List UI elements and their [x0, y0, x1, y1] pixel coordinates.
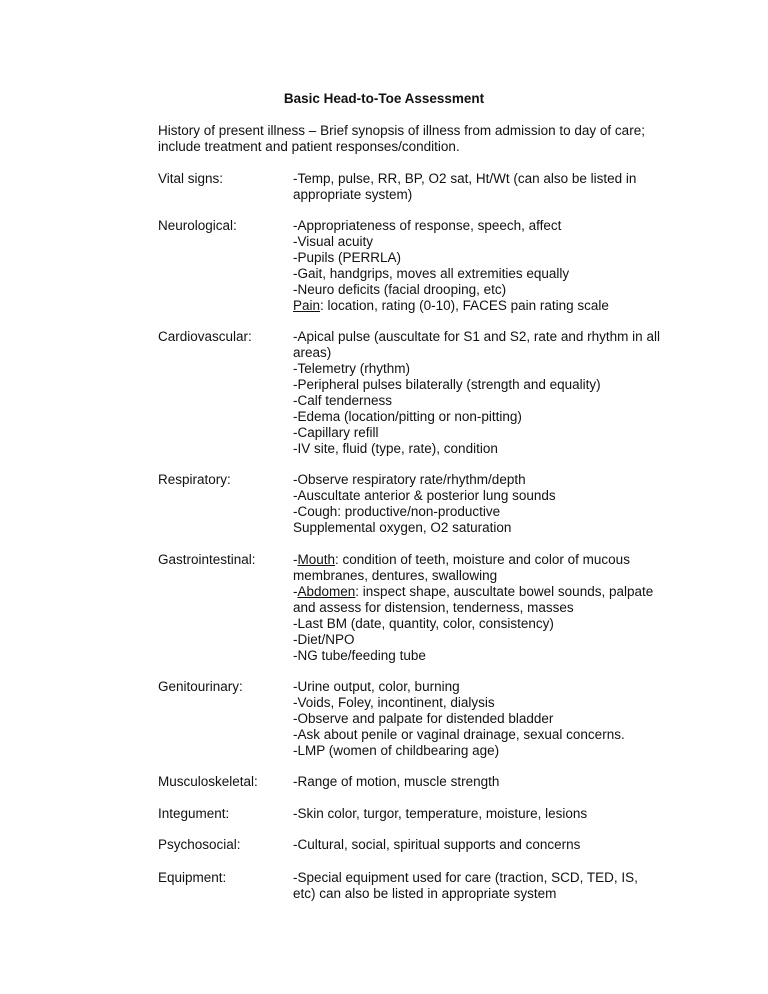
list-item: Supplemental oxygen, O2 saturation [293, 520, 512, 535]
list-item: -Ask about penile or vaginal drainage, sexual concerns. [293, 727, 625, 742]
list-item: -Calf tenderness [293, 393, 393, 408]
list-item: -Apical pulse (auscultate for S1 and S2, rate and rhythm in all areas) [293, 329, 660, 360]
list-item: -Observe and palpate for distended bladder [293, 711, 554, 726]
section-label: Cardiovascular: [158, 329, 252, 344]
list-item: -Diet/NPO [293, 632, 355, 647]
section-items [293, 552, 663, 664]
section-items [293, 171, 663, 203]
list-item: -Range of motion, muscle strength [293, 774, 500, 789]
list-item [293, 298, 663, 314]
list-item: -Neuro deficits (facial drooping, etc) [293, 282, 507, 297]
list-item: -Gait, handgrips, moves all extremities equally [293, 266, 570, 281]
section-items [293, 472, 663, 536]
pain-underlined: Pain [293, 298, 321, 313]
section-label: Vital signs: [158, 171, 224, 186]
list-item: -Voids, Foley, incontinent, dialysis [293, 695, 495, 710]
document-title: Basic Head-to-Toe Assessment [283, 91, 485, 106]
section-items [293, 679, 663, 759]
list-item: -Skin color, turgor, temperature, moisture, lesions [293, 806, 588, 821]
list-item: -Urine output, color, burning [293, 679, 460, 694]
list-item: -Capillary refill [293, 425, 379, 440]
section-label: Respiratory: [158, 472, 231, 487]
section-items [293, 329, 663, 457]
dash: - [293, 552, 298, 567]
list-item: -Telemetry (rhythm) [293, 361, 411, 376]
abdomen-detail: : inspect shape, auscultate bowel sounds, palpate and assess for distension, tenderness, masses [293, 584, 654, 615]
list-item: -Peripheral pulses bilaterally (strength and equality) [293, 377, 601, 392]
intro-paragraph: History of present illness – Brief synopsis of illness from admission to day of care; include treatment and patient responses/condition. [158, 123, 645, 154]
section-items [293, 837, 663, 853]
list-item: -Appropriateness of response, speech, affect [293, 218, 562, 233]
section-items [293, 774, 663, 790]
mouth-underlined: Mouth [297, 552, 336, 567]
list-item: -LMP (women of childbearing age) [293, 743, 500, 758]
section-label: Psychosocial: [158, 837, 241, 852]
section-items [293, 218, 663, 314]
list-item: -Visual acuity [293, 234, 374, 249]
section-label: Gastrointestinal: [158, 552, 256, 567]
list-item: -IV site, fluid (type, rate), condition [293, 441, 498, 456]
abdomen-underlined: Abdomen [297, 584, 356, 599]
section-label: Neurological: [158, 218, 237, 233]
list-item: -Pupils (PERRLA) [293, 250, 402, 265]
section-label: Integument: [158, 806, 230, 821]
section-items [293, 806, 663, 822]
list-item: -Observe respiratory rate/rhythm/depth [293, 472, 526, 487]
section-items [293, 870, 663, 902]
section-label: Genitourinary: [158, 679, 243, 694]
list-item: -Edema (location/pitting or non-pitting) [293, 409, 522, 424]
list-item: -Auscultate anterior & posterior lung sounds [293, 488, 556, 503]
mouth-detail: : condition of teeth, moisture and color of mucous membranes, dentures, swallowing [293, 552, 630, 583]
list-item: -Cough: productive/non-productive [293, 504, 501, 519]
dash: - [293, 584, 298, 599]
list-item: -Cultural, social, spiritual supports and concerns [293, 837, 581, 852]
list-item [293, 552, 663, 584]
section-label: Equipment: [158, 870, 227, 885]
list-item: -Temp, pulse, RR, BP, O2 sat, Ht/Wt (can also be listed in appropriate system) [293, 171, 637, 202]
list-item: -NG tube/feeding tube [293, 648, 426, 663]
list-item [293, 584, 663, 616]
section-label: Musculoskeletal: [158, 774, 258, 789]
pain-detail: : location, rating (0-10), FACES pain rating scale [320, 298, 609, 313]
list-item: -Special equipment used for care (traction, SCD, TED, IS, etc) can also be listed in appropriate system [293, 870, 638, 901]
list-item: -Last BM (date, quantity, color, consistency) [293, 616, 554, 631]
